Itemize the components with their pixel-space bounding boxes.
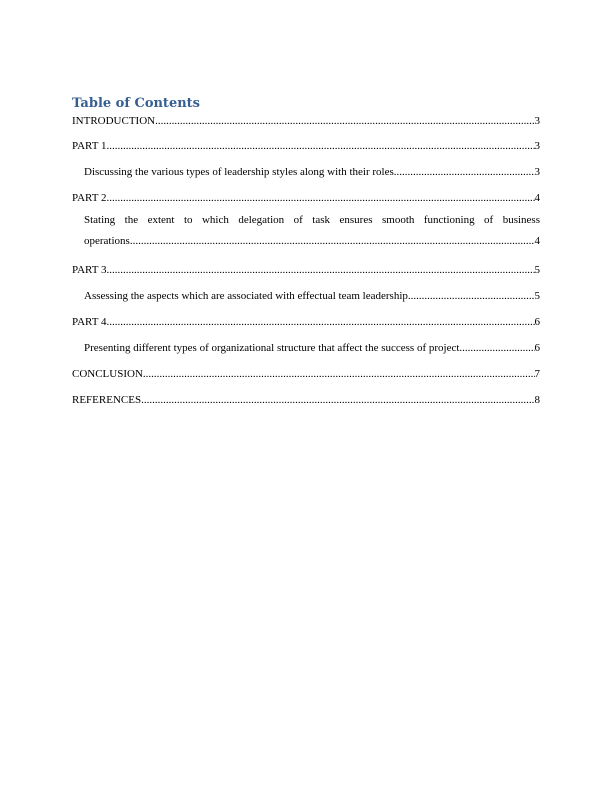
toc-page-number: 4 — [534, 235, 540, 247]
toc-entry-leadership-styles[interactable] — [72, 166, 540, 179]
dot-leader — [107, 192, 535, 205]
dot-leader — [408, 290, 535, 303]
toc-page-number: 3 — [534, 140, 540, 152]
toc-entry-label: Discussing the various types of leadership styles along with their roles — [84, 166, 394, 178]
toc-entry-label: INTRODUCTION — [72, 115, 156, 127]
dot-leader — [141, 394, 534, 407]
dot-leader — [107, 316, 535, 329]
toc-entry-introduction[interactable] — [72, 115, 540, 128]
toc-page-number: 8 — [534, 394, 540, 406]
dot-leader — [107, 140, 535, 153]
toc-page-number: 6 — [534, 316, 540, 328]
toc-entry-label: PART 2 — [72, 192, 107, 204]
table-of-contents — [72, 94, 540, 406]
toc-entry-conclusion[interactable] — [72, 368, 540, 381]
toc-entry-label-line1: Stating the extent to which delegation of task ensures smooth functioning of business — [84, 214, 540, 226]
toc-entry-part-2[interactable] — [72, 192, 540, 205]
toc-page-number: 7 — [534, 368, 540, 380]
dot-leader — [143, 368, 535, 381]
toc-page-number: 4 — [534, 192, 540, 204]
toc-entry-delegation[interactable] — [72, 214, 540, 248]
toc-entry-label: Presenting different types of organizational structure that affect the success of project. — [84, 342, 463, 354]
toc-entry-organizational-structure[interactable] — [72, 342, 540, 355]
dot-leader — [394, 166, 535, 179]
toc-title: Table of Contents — [72, 96, 200, 111]
toc-page-number: 3 — [534, 166, 540, 178]
toc-entry-part-4[interactable] — [72, 316, 540, 329]
toc-entry-part-3[interactable] — [72, 264, 540, 277]
toc-entry-references[interactable] — [72, 394, 540, 407]
toc-page-number: 3 — [534, 115, 540, 127]
toc-entry-label: PART 3 — [72, 264, 107, 276]
toc-page-number: 6 — [534, 342, 540, 354]
toc-entry-label: Assessing the aspects which are associated with effectual team leadership — [84, 290, 408, 302]
toc-entry-team-leadership[interactable] — [72, 290, 540, 303]
toc-entry-label: CONCLUSION — [72, 368, 143, 380]
toc-page-number: 5 — [534, 290, 540, 302]
dot-leader — [155, 115, 534, 128]
dot-leader — [107, 264, 535, 277]
toc-entry-part-1[interactable] — [72, 140, 540, 153]
toc-page-number: 5 — [534, 264, 540, 276]
dot-leader — [462, 342, 534, 355]
toc-entry-label: PART 1 — [72, 140, 107, 152]
toc-entry-label-line2: operations — [84, 235, 130, 247]
toc-entry-label: REFERENCES — [72, 394, 142, 406]
dot-leader — [130, 235, 535, 248]
toc-entry-label: PART 4 — [72, 316, 107, 328]
toc-entry-line2 — [72, 235, 540, 248]
